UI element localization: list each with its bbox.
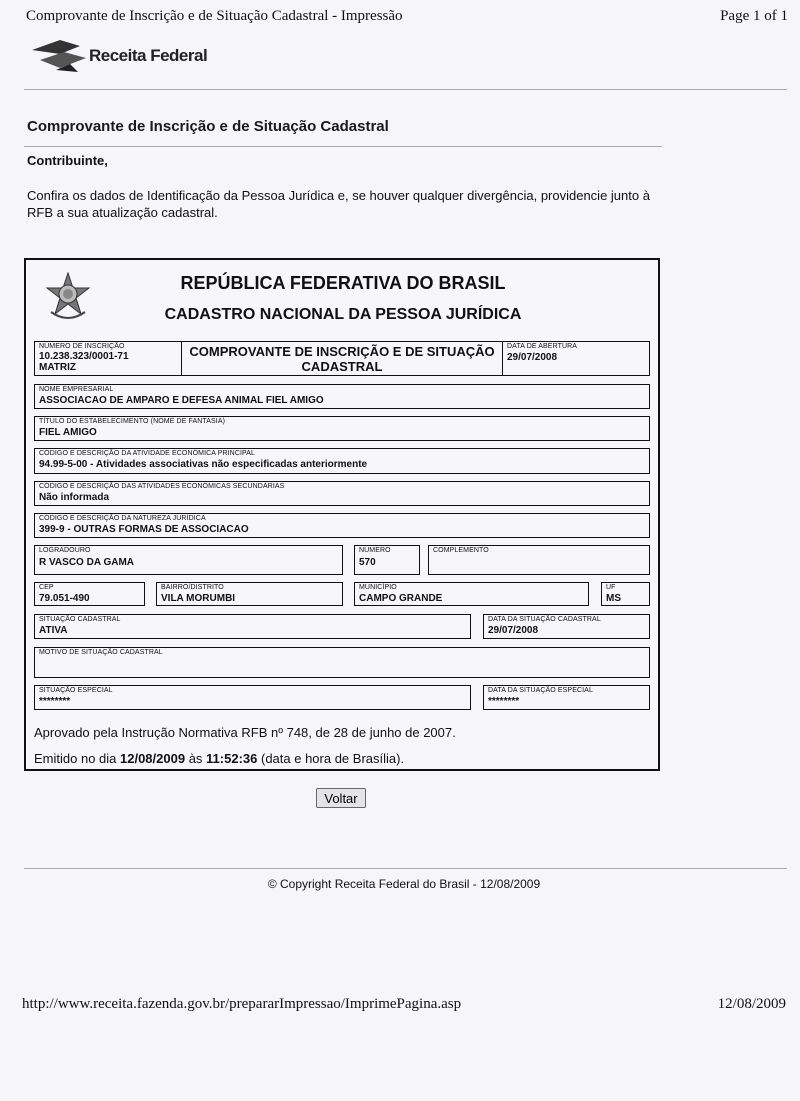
atividade-principal-value: 94.99-5-00 - Atividades associativas não especificadas anteriormente [39,459,368,470]
comprovante-title: COMPROVANTE DE INSCRIÇÃO E DE SITUAÇÃO CADASTRAL [189,344,495,374]
complemento-field [428,545,650,575]
logradouro-label: LOGRADOURO [39,547,91,554]
contribuinte-label: Contribuinte, [27,153,108,168]
municipio-value: CAMPO GRANDE [359,593,443,604]
municipio-field [354,582,589,606]
atividades-secundarias-field [34,481,650,506]
emission-prefix: Emitido no dia [34,751,120,766]
uf-value: MS [606,593,621,604]
situacao-cadastral-label: SITUAÇÃO CADASTRAL [39,616,121,623]
header-divider [24,89,787,90]
data-situacao-especial-field [483,685,650,710]
motivo-situacao-field [34,647,650,678]
natureza-juridica-value: 399-9 - OUTRAS FORMAS DE ASSOCIACAO [39,524,249,535]
emission-date: 12/08/2009 [120,751,186,766]
emission-mid: às [185,751,207,766]
motivo-situacao-label: MOTIVO DE SITUAÇÃO CADASTRAL [39,649,163,656]
matriz-value: MATRIZ [39,362,77,373]
numero-inscricao-label: NÚMERO DE INSCRIÇÃO [39,343,125,350]
nome-empresarial-value: ASSOCIACAO DE AMPARO E DEFESA ANIMAL FIEL AMIGO [39,395,324,406]
situacao-especial-field [34,685,471,710]
voltar-button[interactable]: Voltar [316,788,366,808]
situacao-especial-label: SITUAÇÃO ESPECIAL [39,687,113,694]
print-page-number: Page 1 of 1 [720,8,788,24]
print-footer-date: 12/08/2009 [717,996,786,1012]
page-title: Comprovante de Inscrição e de Situação Cadastral [27,118,389,135]
numero-inscricao-field [34,341,182,376]
uf-label: UF [606,584,616,591]
bairro-label: BAIRRO/DISTRITO [161,584,224,591]
atividade-principal-label: CÓDIGO E DESCRIÇÃO DA ATIVIDADE ECONÔMICA PRINCIPAL [39,450,256,457]
titulo-estabelecimento-label: TÍTULO DO ESTABELECIMENTO (NOME DE FANTASIA) [39,418,226,425]
numero-field [354,545,420,575]
bairro-value: VILA MORUMBI [161,593,236,604]
certificate-title: REPÚBLICA FEDERATIVA DO BRASIL [180,273,506,293]
emission-note [34,751,404,766]
intro-text: Confira os dados de Identificação da Pessoa Jurídica e, se houver qualquer divergência, providencie junto à RFB a sua atualização cadastral. [27,188,650,220]
cep-field [34,582,145,606]
municipio-label: MUNICÍPIO [359,584,397,591]
print-footer-url: http://www.receita.fazenda.gov.br/prepararImpressao/ImprimePagina.asp [22,996,462,1012]
data-situacao-cadastral-value: 29/07/2008 [488,625,539,636]
natureza-juridica-field [34,513,650,538]
emission-time: 11:52:36 [206,751,258,766]
nome-empresarial-label: NOME EMPRESARIAL [39,386,114,393]
data-situacao-especial-value: ******** [488,696,520,707]
numero-label: NÚMERO [359,547,391,554]
approval-note: Aprovado pela Instrução Normativa RFB nº 748, de 28 de junho de 2007. [34,725,456,740]
emission-suffix: (data e hora de Brasília). [257,751,405,766]
data-situacao-especial-label: DATA DA SITUAÇÃO ESPECIAL [488,687,593,694]
bairro-field [156,582,343,606]
data-situacao-cadastral-field [483,614,650,639]
titulo-estabelecimento-field [34,416,650,441]
complemento-label: COMPLEMENTO [433,547,489,554]
numero-inscricao-value: 10.238.323/0001-71 [39,351,129,362]
logradouro-field [34,545,343,575]
numero-value: 570 [359,557,376,568]
comprovante-title-box [181,341,503,376]
situacao-cadastral-value: ATIVA [39,625,68,636]
data-abertura-value: 29/07/2008 [507,352,558,363]
atividades-secundarias-label: CÓDIGO E DESCRIÇÃO DAS ATIVIDADES ECONÔMICAS SECUNDÁRIAS [39,483,285,490]
data-situacao-cadastral-label: DATA DA SITUAÇÃO CADASTRAL [488,616,601,623]
situacao-especial-value: ******** [39,696,71,707]
data-abertura-field [502,341,650,376]
logo-text: Receita Federal [89,46,208,65]
nome-empresarial-field [34,384,650,409]
situacao-cadastral-field [34,614,471,639]
cep-value: 79.051-490 [39,593,90,604]
certificate-subtitle: CADASTRO NACIONAL DA PESSOA JURÍDICA [164,306,522,323]
title-divider [24,146,662,147]
atividades-secundarias-value: Não informada [39,492,110,503]
copyright-text: © Copyright Receita Federal do Brasil - 12/08/2009 [267,877,541,891]
natureza-juridica-label: CÓDIGO E DESCRIÇÃO DA NATUREZA JURÍDICA [39,515,206,522]
data-abertura-label: DATA DE ABERTURA [507,343,578,350]
cep-label: CEP [39,584,54,591]
footer-divider [24,868,787,869]
print-header-title: Comprovante de Inscrição e de Situação Cadastral - Impressão [26,8,403,24]
logradouro-value: R VASCO DA GAMA [39,557,134,568]
atividade-principal-field [34,448,650,474]
titulo-estabelecimento-value: FIEL AMIGO [39,427,97,438]
uf-field [601,582,650,606]
